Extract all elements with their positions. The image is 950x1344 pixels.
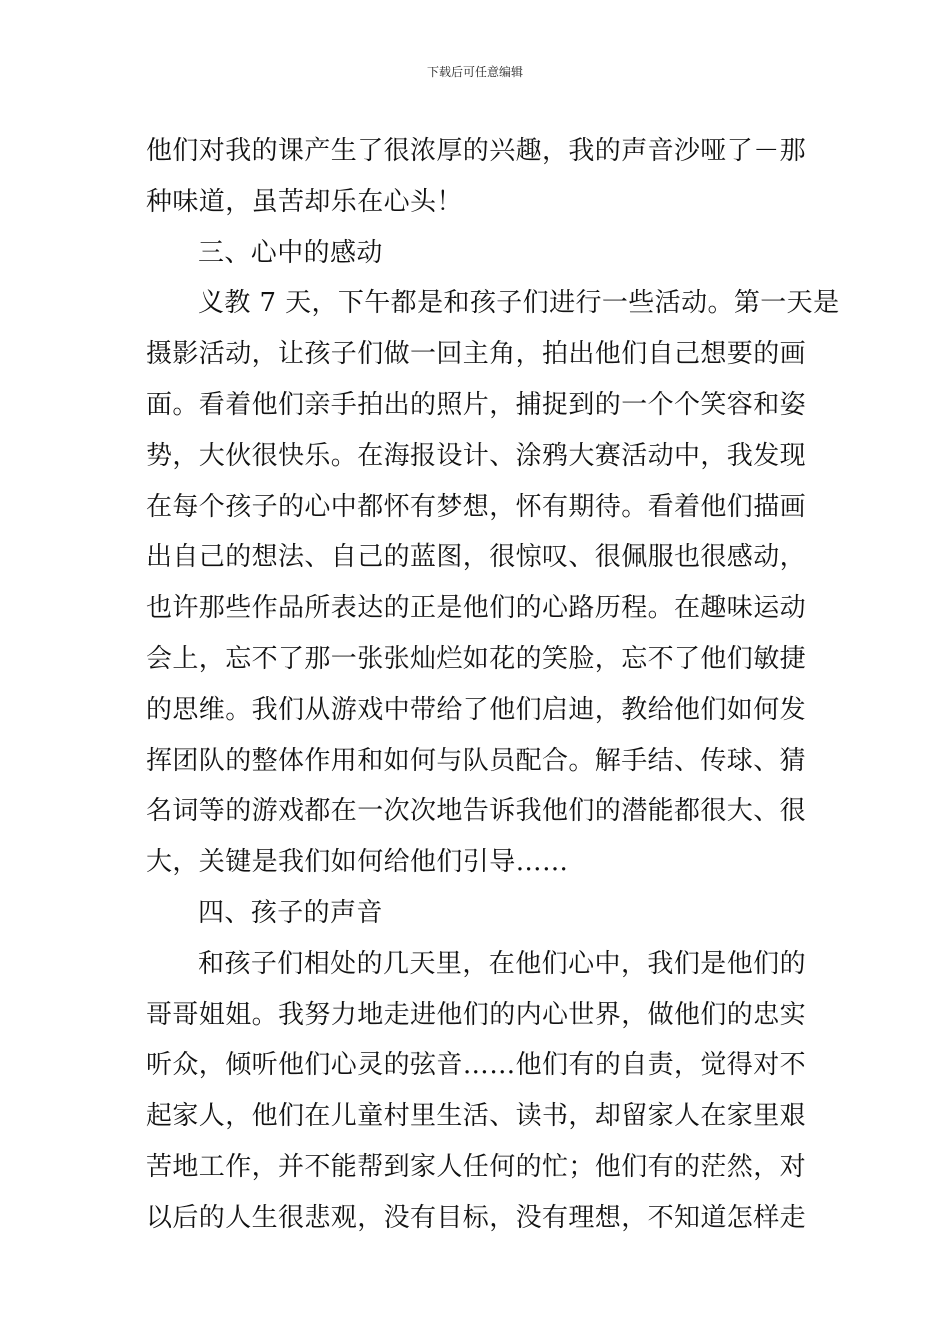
- text-line: 面。看着他们亲手拍出的照片，捕捉到的一个个笑容和姿: [146, 389, 807, 420]
- text-line: 哥哥姐姐。我努力地走进他们的内心世界，做他们的忠实: [146, 999, 807, 1030]
- text-line: 听众，倾听他们心灵的弦音……他们有的自责，觉得对不: [146, 1050, 807, 1081]
- text-line: 势，大伙很快乐。在海报设计、涂鸦大赛活动中，我发现: [146, 440, 807, 471]
- document-body: [146, 126, 840, 1244]
- text-line: 会上，忘不了那一张张灿烂如花的笑脸，忘不了他们敏捷: [146, 643, 807, 674]
- section-heading: 三、心中的感动: [198, 237, 383, 268]
- page-header: 下载后可任意编辑: [426, 65, 523, 79]
- text-line: 大，关键是我们如何给他们引导……: [146, 847, 569, 878]
- text-line: 的思维。我们从游戏中带给了他们启迪，教给他们如何发: [146, 694, 807, 725]
- text-line: 苦地工作，并不能帮到家人任何的忙；他们有的茫然，对: [146, 1151, 807, 1182]
- text-line: 出自己的想法、自己的蓝图，很惊叹、很佩服也很感动，: [146, 542, 807, 573]
- text-line: 他们对我的课产生了很浓厚的兴趣，我的声音沙哑了－那: [146, 136, 807, 166]
- text-line: 在每个孩子的心中都怀有梦想，怀有期待。看着他们描画: [146, 491, 807, 522]
- text-line: 起家人，他们在儿童村里生活、读书，却留家人在家里艰: [146, 1101, 807, 1132]
- section-heading: 四、孩子的声音: [198, 897, 383, 928]
- text-line: 名词等的游戏都在一次次地告诉我他们的潜能都很大、很: [146, 796, 807, 827]
- text-line: 义教 7 天，下午都是和孩子们进行一些活动。第一天是: [198, 288, 840, 319]
- text-line: 和孩子们相处的几天里，在他们心中，我们是他们的: [198, 948, 806, 979]
- text-line: 以后的人生很悲观，没有目标，没有理想，不知道怎样走: [146, 1202, 807, 1233]
- text-line: 挥团队的整体作用和如何与队员配合。解手结、传球、猜: [146, 745, 807, 776]
- text-line: 也许那些作品所表达的正是他们的心路历程。在趣味运动: [146, 593, 807, 624]
- text-line: 种味道，虽苦却乐在心头！: [146, 186, 463, 217]
- text-line: 摄影活动，让孩子们做一回主角，拍出他们自己想要的画: [146, 339, 807, 370]
